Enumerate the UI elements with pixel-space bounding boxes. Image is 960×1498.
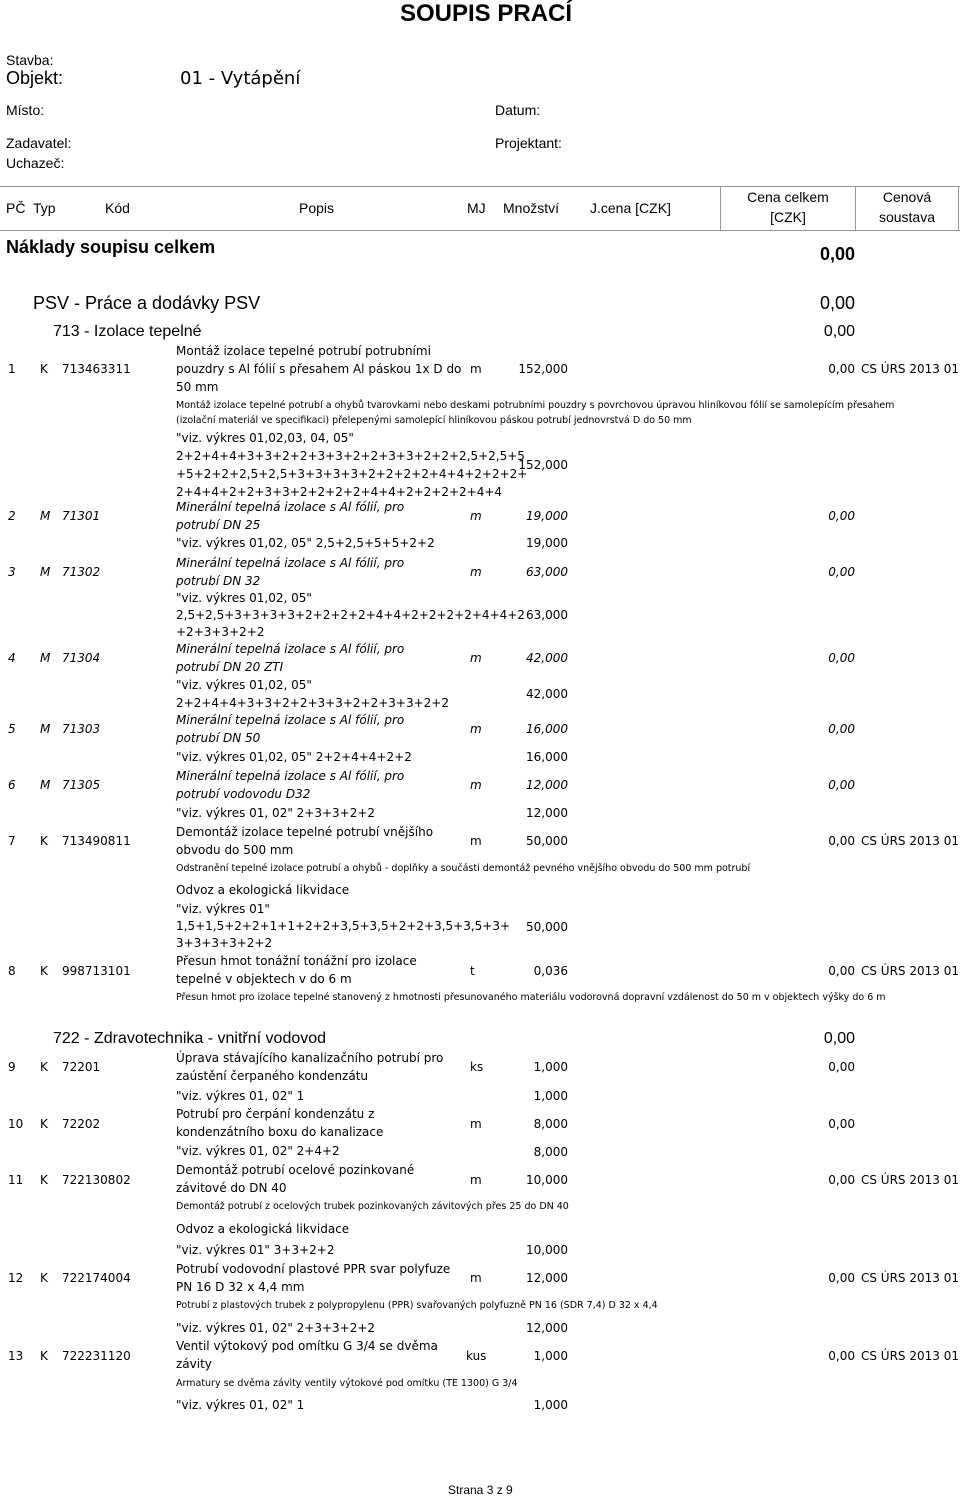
item-qty: 50,000 [526,834,568,848]
section-722-label: 722 - Zdravotechnika - vnitřní vodovod [53,1030,327,1047]
item-price: 0,00 [828,722,855,736]
item-mj: m [470,509,482,523]
measure-text: 2+2+4+4+3+3+2+2+3+3+2+2+3+3+2+2+2,5+2,5+5 [176,449,525,463]
item-soustava: CS ÚRS 2013 01 [861,964,959,978]
item-typ: K [40,834,48,848]
item-note: Potrubí z plastových trubek z polypropylenu (PPR) svařovaných polyfuzně PN 16 (SDR 7,4) D 32 x 4,4 [176,1300,658,1311]
item-typ: M [40,509,51,523]
item-typ: M [40,651,51,665]
item-popis: potrubí DN 20 ZTI [176,660,284,674]
zadavatel-label: Zadavatel: [6,135,72,151]
item-kod: 71303 [62,722,101,736]
measure-qty: 12,000 [526,1321,568,1335]
measure-text: 1,5+1,5+2+2+1+1+2+2+3,5+3,5+2+2+3,5+3,5+3+ [176,919,511,933]
item-soustava: CS ÚRS 2013 01 [861,1349,959,1363]
item-pc: 12 [8,1271,24,1285]
measure-text: "viz. výkres 01, 02" 2+3+3+2+2 [176,806,376,820]
measure-qty: 1,000 [533,1089,568,1103]
measure-text: "viz. výkres 01,02,03, 04, 05" [176,431,354,445]
item-price: 0,00 [828,778,855,792]
item-popis: tepelné v objektech v do 6 m [176,972,352,986]
summary-label: Náklady soupisu celkem [6,237,216,257]
item-kod: 72202 [62,1117,101,1131]
item-pc: 13 [8,1349,24,1363]
item-popis: Minerální tepelná izolace s Al fólií, pro [176,769,405,783]
item-popis: Přesun hmot tonážní tonážní pro izolace [176,954,417,968]
item-kod: 722231120 [62,1349,131,1363]
item-pc: 1 [8,362,16,376]
item-popis: Minerální tepelná izolace s Al fólií, pro [176,556,405,570]
item-note: Demontáž potrubí z ocelových trubek pozinkovaných závitových přes 25 do DN 40 [176,1201,569,1212]
measure-qty: 8,000 [533,1145,568,1159]
measure-text: "viz. výkres 01,02, 05" [176,678,312,692]
item-mj: m [470,565,482,579]
item-soustava: CS ÚRS 2013 01 [861,1271,959,1285]
item-typ: M [40,722,51,736]
measure-text: 2+4+4+2+2+3+3+2+2+2+2+4+4+2+2+2+2+4+4 [176,485,503,499]
item-qty: 0,036 [533,964,568,978]
col-divider [855,186,856,230]
item-note: Přesun hmot pro izolace tepelné stanovený z hmotnosti přesunovaného materiálu vodorovná dopravní vzdálenost do 50 m v objektech výšky do 6 m [176,992,886,1003]
item-popis: potrubí DN 25 [176,518,261,532]
item-mj: m [470,362,482,376]
item-kod: 713463311 [62,362,131,376]
item-typ: K [40,1173,48,1187]
header-top-rule [0,186,960,187]
item-price: 0,00 [828,509,855,523]
item-popis: zaústění čerpaného kondenzátu [176,1069,369,1083]
section-713-label: 713 - Izolace tepelné [53,323,202,340]
measure-text: 2,5+2,5+3+3+3+3+2+2+2+2+4+4+2+2+2+2+4+4+2 [176,608,525,622]
item-typ: K [40,964,48,978]
item-popis: kondenzátního boxu do kanalizace [176,1125,384,1139]
item-qty: 12,000 [526,1271,568,1285]
col-pc: PČ [6,200,26,216]
item-popis: Minerální tepelná izolace s Al fólií, pro [176,713,405,727]
measure-text: 2+2+4+4+3+3+2+2+3+3+2+2+3+3+2+2 [176,696,449,710]
datum-label: Datum: [495,102,541,118]
item-price: 0,00 [828,565,855,579]
item-pc: 5 [8,722,16,736]
measure-text: +5+2+2+2,5+2,5+3+3+3+3+2+2+2+2+4+4+2+2+2+ [176,467,528,481]
item-popis: závity [176,1357,212,1371]
item-mj: t [470,964,475,978]
col-kod: Kód [105,200,130,216]
page-title: SOUPIS PRACÍ [400,0,573,27]
item-qty: 16,000 [526,722,568,736]
item-note: (izolační materiál ve specifikaci) přelepenými samolepící hliníkovou páskou potrubí jednovrstvá D do 50 mm [176,415,692,426]
item-kod: 71302 [62,565,101,579]
item-pc: 6 [8,778,16,792]
item-typ: M [40,778,51,792]
item-qty: 1,000 [533,1060,568,1074]
item-qty: 19,000 [526,509,568,523]
item-price: 0,00 [828,834,855,848]
item-mj: m [470,651,482,665]
item-price: 0,00 [828,1349,855,1363]
item-kod: 71304 [62,651,101,665]
item-price: 0,00 [828,1060,855,1074]
item-pc: 2 [8,509,16,523]
item-kod: 71301 [62,509,101,523]
item-price: 0,00 [828,1271,855,1285]
item-mj: m [470,834,482,848]
measure-qty: 10,000 [526,1243,568,1257]
measure-text: "viz. výkres 01" [176,902,270,916]
measure-text: "viz. výkres 01, 02" 1 [176,1398,305,1412]
measure-text: "viz. výkres 01,02, 05" [176,591,312,605]
item-kod: 713490811 [62,834,131,848]
psv-label: PSV - Práce a dodávky PSV [33,293,261,313]
item-kod: 71305 [62,778,101,792]
col-jcena: J.cena [CZK] [590,200,671,216]
item-popis: Úprava stávajícího kanalizačního potrubí pro [176,1051,444,1065]
uchazec-label: Uchazeč: [6,155,65,171]
item-soustava: CS ÚRS 2013 01 [861,1173,959,1187]
item-mj: kus [466,1349,487,1363]
item-price: 0,00 [828,362,855,376]
item-popis: Ventil výtokový pod omítku G 3/4 se dvěma [176,1339,438,1353]
measure-qty: 1,000 [533,1398,568,1412]
measure-qty: 12,000 [526,806,568,820]
section-722-value: 0,00 [823,1030,855,1047]
item-kod: 72201 [62,1060,101,1074]
col-cena-celkem-unit: [CZK] [770,209,806,225]
item-qty: 8,000 [533,1117,568,1131]
col-mnozstvi: Množství [503,200,560,216]
col-divider [720,186,721,230]
item-qty: 63,000 [526,565,568,579]
item-soustava: CS ÚRS 2013 01 [861,362,959,376]
measure-qty: 63,000 [526,608,568,622]
item-extra: Odvoz a ekologická likvidace [176,1222,350,1236]
item-qty: 10,000 [526,1173,568,1187]
item-typ: K [40,1271,48,1285]
section-713-value: 0,00 [823,323,855,340]
item-typ: M [40,565,51,579]
item-note: Armatury se dvěma závity ventily výtokové pod omítku (TE 1300) G 3/4 [176,1378,518,1389]
item-popis: potrubí vodovodu D32 [176,787,311,801]
item-pc: 8 [8,964,16,978]
item-popis: Demontáž potrubí ocelové pozinkované [176,1163,415,1177]
measure-qty: 50,000 [526,920,568,934]
item-popis: Minerální tepelná izolace s Al fólií, pro [176,500,405,514]
item-typ: K [40,1117,48,1131]
measure-text: "viz. výkres 01, 02" 2+3+3+2+2 [176,1321,376,1335]
col-popis: Popis [299,200,335,216]
measure-text: "viz. výkres 01, 02" 2+4+2 [176,1144,340,1158]
measure-text: +2+3+3+2+2 [176,625,265,639]
measure-text: "viz. výkres 01,02, 05" 2+2+4+4+2+2 [176,750,412,764]
item-popis: 50 mm [176,380,219,394]
item-note: Odstranění tepelné izolace potrubí a ohybů - doplňky a součásti demontáž pevného vnějšího obvodu do 500 mm potrubí [176,863,751,874]
item-mj: m [470,1271,482,1285]
item-popis: pouzdry s Al fólií s přesahem Al páskou 1x D do [176,362,462,376]
item-popis: závitové do DN 40 [176,1181,287,1195]
item-popis: Montáž izolace tepelné potrubí potrubními [176,344,431,358]
item-kod: 722174004 [62,1271,131,1285]
item-mj: m [470,778,482,792]
item-typ: K [40,1060,48,1074]
item-mj: m [470,722,482,736]
item-pc: 3 [8,565,16,579]
item-popis: obvodu do 500 mm [176,843,294,857]
item-pc: 11 [8,1173,24,1187]
item-popis: Potrubí vodovodní plastové PPR svar polyfuze [176,1262,451,1276]
item-price: 0,00 [828,651,855,665]
header-bottom-rule [0,230,960,231]
objekt-value: 01 - Vytápění [180,68,301,89]
item-qty: 12,000 [526,778,568,792]
item-price: 0,00 [828,1117,855,1131]
item-qty: 1,000 [533,1349,568,1363]
item-pc: 10 [8,1117,24,1131]
objekt-label: Objekt: [6,68,64,88]
item-qty: 152,000 [518,362,568,376]
measure-text: "viz. výkres 01,02, 05" 2,5+2,5+5+5+2+2 [176,536,435,550]
item-kod: 998713101 [62,964,131,978]
col-typ: Typ [33,200,56,216]
item-popis: Minerální tepelná izolace s Al fólií, pro [176,642,405,656]
item-pc: 7 [8,834,16,848]
measure-qty: 19,000 [526,536,568,550]
item-soustava: CS ÚRS 2013 01 [861,834,959,848]
item-typ: K [40,1349,48,1363]
item-typ: K [40,362,48,376]
page-number: Strana 3 z 9 [448,1483,513,1497]
item-mj: m [470,1117,482,1131]
psv-value: 0,00 [819,293,855,313]
stavba-label: Stavba: [6,52,54,68]
item-price: 0,00 [828,964,855,978]
col-cena-celkem: Cena celkem [747,189,829,205]
measure-qty: 16,000 [526,750,568,764]
item-popis: Potrubí pro čerpání kondenzátu z [176,1107,375,1121]
item-mj: m [470,1173,482,1187]
item-extra: Odvoz a ekologická likvidace [176,883,350,897]
measure-qty: 42,000 [526,687,568,701]
col-soustava: soustava [878,209,936,225]
measure-text: "viz. výkres 01, 02" 1 [176,1089,305,1103]
col-cenova: Cenová [882,189,932,205]
item-popis: potrubí DN 50 [176,731,261,745]
item-mj: ks [470,1060,484,1074]
summary-value: 0,00 [819,244,855,264]
projektant-label: Projektant: [495,135,562,151]
col-divider [958,186,959,230]
measure-text: 3+3+3+3+2+2 [176,936,273,950]
col-mj: MJ [467,200,486,216]
item-pc: 4 [8,651,16,665]
measure-qty: 152,000 [518,458,568,472]
item-popis: Demontáž izolace tepelné potrubí vnějšího [176,825,434,839]
misto-label: Místo: [6,102,45,118]
item-note: Montáž izolace tepelné potrubí a ohybů tvarovkami nebo deskami potrubními pouzdry s povrchovou úpravou hliníkovou fólií se samolepícím přesahem [176,400,895,411]
item-kod: 722130802 [62,1173,131,1187]
measure-text: "viz. výkres 01" 3+3+2+2 [176,1243,335,1257]
item-price: 0,00 [828,1173,855,1187]
item-popis: PN 16 D 32 x 4,4 mm [176,1280,305,1294]
item-qty: 42,000 [526,651,568,665]
item-pc: 9 [8,1060,16,1074]
item-popis: potrubí DN 32 [176,574,261,588]
